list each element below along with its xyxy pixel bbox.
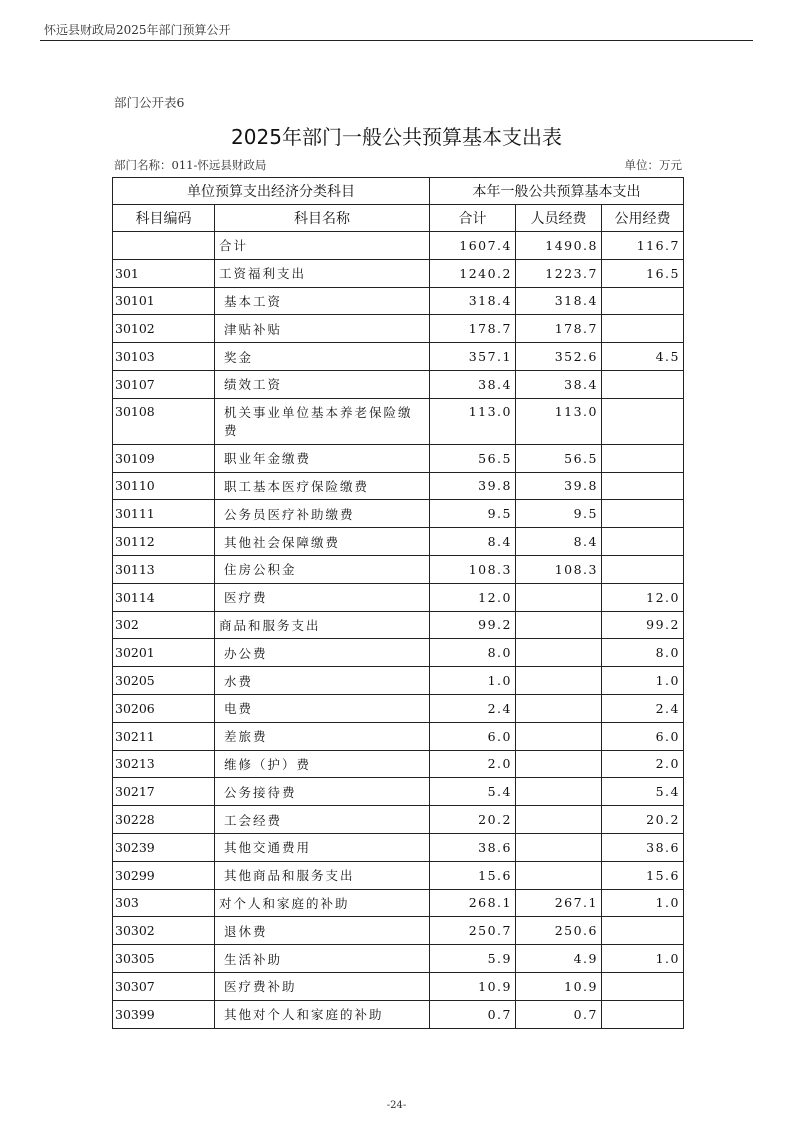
row-total: 1240.2 [430,259,516,287]
row-code [113,232,215,260]
row-personnel [516,750,602,778]
row-code: 30307 [113,972,215,1000]
row-public [602,315,684,343]
table-row [113,259,684,287]
row-total: 20.2 [430,806,516,834]
row-name: 公务员医疗补助缴费 [215,500,430,528]
row-total: 15.6 [430,861,516,889]
row-code: 30213 [113,750,215,778]
row-name: 差旅费 [215,722,430,750]
row-total: 9.5 [430,500,516,528]
table-row [113,667,684,695]
row-code: 30399 [113,1000,215,1028]
table-row [113,444,684,472]
row-name: 商品和服务支出 [215,611,430,639]
row-code: 30103 [113,343,215,371]
table-row [113,778,684,806]
row-personnel: 318.4 [516,287,602,315]
row-name: 电费 [215,694,430,722]
row-name: 工资福利支出 [215,259,430,287]
row-personnel: 178.7 [516,315,602,343]
row-name: 对个人和家庭的补助 [215,889,430,917]
row-total: 178.7 [430,315,516,343]
row-name: 奖金 [215,343,430,371]
row-public: 2.0 [602,750,684,778]
row-name: 职业年金缴费 [215,444,430,472]
row-code: 303 [113,889,215,917]
row-public [602,917,684,945]
page-number: -24- [386,1100,407,1111]
row-total: 250.7 [430,917,516,945]
row-personnel [516,861,602,889]
row-personnel [516,806,602,834]
header-public: 公用经费 [602,205,684,232]
row-total: 8.0 [430,639,516,667]
row-personnel: 250.6 [516,917,602,945]
row-public [602,444,684,472]
row-public: 38.6 [602,833,684,861]
table-row [113,472,684,500]
row-code: 30302 [113,917,215,945]
row-personnel [516,778,602,806]
row-public [602,500,684,528]
table-row [113,917,684,945]
table-number: 部门公开表6 [114,95,185,110]
table-body [113,232,684,1029]
table-row [113,611,684,639]
row-name: 绩效工资 [215,370,430,398]
row-total: 108.3 [430,555,516,583]
row-public [602,472,684,500]
row-code: 30102 [113,315,215,343]
row-code: 30211 [113,722,215,750]
table-row [113,861,684,889]
row-personnel: 113.0 [516,398,602,444]
row-name: 办公费 [215,639,430,667]
row-public: 16.5 [602,259,684,287]
row-personnel [516,833,602,861]
row-personnel: 267.1 [516,889,602,917]
row-total: 5.4 [430,778,516,806]
row-code: 30108 [113,398,215,444]
row-total: 8.4 [430,528,516,556]
row-personnel: 1223.7 [516,259,602,287]
row-name: 其他社会保障缴费 [215,528,430,556]
row-name: 水费 [215,667,430,695]
header-group-right: 本年一般公共预算基本支出 [430,178,684,205]
row-code: 30113 [113,555,215,583]
row-public [602,370,684,398]
row-code: 30112 [113,528,215,556]
row-personnel: 8.4 [516,528,602,556]
row-code: 30110 [113,472,215,500]
row-name: 维修（护）费 [215,750,430,778]
row-public: 1.0 [602,667,684,695]
row-personnel: 1490.8 [516,232,602,260]
table-row [113,398,684,444]
table-row [113,370,684,398]
page-title: 2025年部门一般公共预算基本支出表 [231,125,562,149]
table-row [113,750,684,778]
row-code: 301 [113,259,215,287]
row-total: 1.0 [430,667,516,695]
row-personnel: 39.8 [516,472,602,500]
unit-label: 单位：万元 [624,158,682,172]
row-public [602,555,684,583]
row-personnel [516,722,602,750]
row-personnel [516,611,602,639]
table-row [113,315,684,343]
row-code: 30201 [113,639,215,667]
row-personnel: 0.7 [516,1000,602,1028]
table-row [113,343,684,371]
row-public: 2.4 [602,694,684,722]
row-code: 30228 [113,806,215,834]
row-name: 其他交通费用 [215,833,430,861]
row-code: 30206 [113,694,215,722]
table-row [113,806,684,834]
table-row [113,232,684,260]
row-name: 医疗费 [215,583,430,611]
row-total: 5.9 [430,945,516,973]
header-personnel: 人员经费 [516,205,602,232]
row-total: 0.7 [430,1000,516,1028]
row-code: 30107 [113,370,215,398]
row-public: 99.2 [602,611,684,639]
row-name: 公务接待费 [215,778,430,806]
row-public: 1.0 [602,889,684,917]
row-personnel: 10.9 [516,972,602,1000]
row-total: 2.0 [430,750,516,778]
row-total: 12.0 [430,583,516,611]
row-name: 医疗费补助 [215,972,430,1000]
row-name: 机关事业单位基本养老保险缴费 [215,398,430,444]
row-total: 318.4 [430,287,516,315]
row-public: 12.0 [602,583,684,611]
row-code: 30109 [113,444,215,472]
row-personnel [516,639,602,667]
row-public: 20.2 [602,806,684,834]
row-code: 30217 [113,778,215,806]
table-row [113,500,684,528]
row-public [602,287,684,315]
row-personnel [516,583,602,611]
row-public [602,972,684,1000]
row-total: 38.6 [430,833,516,861]
row-name: 合计 [215,232,430,260]
row-name: 基本工资 [215,287,430,315]
table-row [113,555,684,583]
row-total: 357.1 [430,343,516,371]
row-public [602,1000,684,1028]
row-personnel: 4.9 [516,945,602,973]
row-personnel: 38.4 [516,370,602,398]
row-personnel: 108.3 [516,555,602,583]
table-row [113,287,684,315]
row-code: 30114 [113,583,215,611]
row-name: 退休费 [215,917,430,945]
row-name: 其他商品和服务支出 [215,861,430,889]
row-public: 116.7 [602,232,684,260]
row-personnel [516,667,602,695]
row-name: 工会经费 [215,806,430,834]
table-row [113,889,684,917]
row-total: 38.4 [430,370,516,398]
row-personnel: 56.5 [516,444,602,472]
row-total: 39.8 [430,472,516,500]
row-total: 1607.4 [430,232,516,260]
table-row [113,1000,684,1028]
row-public: 6.0 [602,722,684,750]
budget-table [112,177,684,1029]
row-public [602,398,684,444]
table-row [113,722,684,750]
row-personnel [516,694,602,722]
row-public: 8.0 [602,639,684,667]
row-public [602,528,684,556]
row-total: 10.9 [430,972,516,1000]
table-row [113,528,684,556]
table-row [113,694,684,722]
row-name: 津贴补贴 [215,315,430,343]
header-total: 合计 [430,205,516,232]
row-total: 6.0 [430,722,516,750]
row-code: 302 [113,611,215,639]
page-header: 怀远县财政局2025年部门预算公开 [44,23,231,37]
row-code: 30305 [113,945,215,973]
table-row [113,972,684,1000]
row-code: 30299 [113,861,215,889]
row-total: 113.0 [430,398,516,444]
header-name: 科目名称 [215,205,430,232]
row-name: 其他对个人和家庭的补助 [215,1000,430,1028]
header-group-left: 单位预算支出经济分类科目 [113,178,430,205]
row-total: 2.4 [430,694,516,722]
header-code: 科目编码 [113,205,215,232]
row-public: 4.5 [602,343,684,371]
header-divider [40,40,753,41]
table-row [113,639,684,667]
row-code: 30205 [113,667,215,695]
table-row [113,833,684,861]
row-code: 30101 [113,287,215,315]
row-total: 99.2 [430,611,516,639]
table-row [113,945,684,973]
row-total: 56.5 [430,444,516,472]
table-row [113,583,684,611]
row-public: 15.6 [602,861,684,889]
row-public: 5.4 [602,778,684,806]
row-personnel: 352.6 [516,343,602,371]
row-code: 30111 [113,500,215,528]
row-total: 268.1 [430,889,516,917]
row-name: 生活补助 [215,945,430,973]
row-name: 职工基本医疗保险缴费 [215,472,430,500]
row-name: 住房公积金 [215,555,430,583]
row-code: 30239 [113,833,215,861]
row-personnel: 9.5 [516,500,602,528]
row-public: 1.0 [602,945,684,973]
department-name: 部门名称：011-怀远县财政局 [114,158,267,172]
